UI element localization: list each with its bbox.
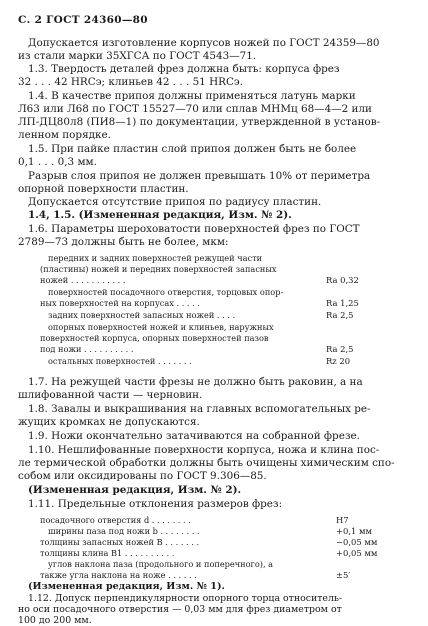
page-header: С. 2 ГОСТ 24360—80 [18, 14, 148, 26]
roughness-label: поверхностей корпуса, опорных поверхностей пазов [40, 333, 269, 343]
text-line: жущих кромках не допускаются. [18, 416, 200, 428]
roughness-label: поверхностей посадочного отверстия, торцовых опор- [48, 287, 284, 297]
amendment-note: 1.4, 1.5. (Измененная редакция, Изм. № 2). [28, 209, 292, 221]
text-line: 1.8. Завалы и выкрашивания на главных вспомогательных ре- [28, 403, 371, 415]
roughness-label: под ножи . . . . . . . . . . [40, 344, 134, 354]
text-line: шлифованной части — черновин. [18, 389, 203, 401]
roughness-label: ных поверхностей на корпусах . . . . . [40, 298, 200, 308]
deviation-label: толщины клина B1 . . . . . . . . . . [40, 548, 175, 558]
deviation-label: также угла наклона на ноже . . . . . . [40, 570, 197, 580]
text-line: Л63 или Л68 по ГОСТ 15527—70 или сплав МНМц 68—4—2 или [18, 103, 372, 115]
text-line: 1.5. При пайке пластин слой припоя должен быть не более [28, 143, 357, 155]
text-line: ле термической обработки должны быть очищены химическим спо- [18, 457, 395, 469]
text-line: Допускается отсутствие припоя по радиусу пластин. [28, 196, 322, 208]
text-line: 1.7. На режущей части фрезы не должно быть раковин, а на [28, 376, 363, 388]
amendment-note: (Измененная редакция, Изм. № 2). [28, 484, 242, 496]
amendment-note: (Измененная редакция, Изм. № 1). [28, 581, 225, 592]
text-line: из стали марки 35ХГСА по ГОСТ 4543—71. [18, 50, 257, 62]
text-line: 1.3. Твердость деталей фрез должна быть: корпуса фрез [28, 63, 340, 75]
text-line: 32 . . . 42 HRCэ; клиньев 42 . . . 51 HRCэ. [18, 76, 244, 88]
deviation-label: углов наклона паза (продольного и поперечного), а [48, 559, 274, 569]
roughness-label: передних и задних поверхностей режущей части [48, 253, 263, 263]
deviation-value: H7 [336, 515, 349, 525]
text-line: ЛП-ДЦ80л8 (ПИ8—1) по документации, утвержденной в установ- [18, 116, 381, 128]
roughness-value: Ra 0,32 [326, 275, 359, 285]
text-line: 1.6. Параметры шероховатости поверхностей фрез по ГОСТ [28, 223, 360, 235]
roughness-label: остальных поверхностей . . . . . . . [48, 356, 192, 366]
text-line: собом или оксидированы по ГОСТ 9.306—85. [18, 470, 267, 482]
deviation-value: +0,05 мм [336, 548, 378, 558]
roughness-label: ножей . . . . . . . . . . . [40, 275, 126, 285]
text-line: 1.12. Допуск перпендикулярности опорного торца относитель- [28, 593, 343, 604]
roughness-value: Rz 20 [326, 356, 351, 366]
text-line: Допускается изготовление корпусов ножей по ГОСТ 24359—80 [28, 37, 380, 49]
deviation-label: посадочного отверстия d . . . . . . . . [40, 515, 191, 525]
deviation-label: толщины запасных ножей B . . . . . . . [40, 537, 200, 547]
roughness-value: Ra 2,5 [326, 310, 354, 320]
text-line: 1.10. Нешлифованные поверхности корпуса, ножа и клина пос- [28, 444, 380, 456]
text-line: 1.11. Предельные отклонения размеров фрез: [28, 498, 283, 510]
text-line: 100 до 200 мм. [18, 615, 92, 626]
text-line: опорной поверхности пластин. [18, 183, 189, 195]
text-line: 1.9. Ножи окончательно затачиваются на собранной фрезе. [28, 430, 360, 442]
text-line: но оси посадочного отверстия — 0,03 мм для фрез диаметром от [18, 604, 342, 615]
roughness-label: задних поверхностей запасных ножей . . . . [48, 310, 236, 320]
deviation-value: −0,05 мм [336, 537, 378, 547]
deviation-label: ширины паза под ножи b . . . . . . . . [48, 526, 200, 536]
roughness-label: опорных поверхностей ножей и клиньев, наружных [48, 322, 274, 332]
deviation-value: +0,1 мм [336, 526, 373, 536]
roughness-value: Ra 1,25 [326, 298, 359, 308]
deviation-value: ±5′ [336, 570, 351, 580]
roughness-value: Ra 2,5 [326, 344, 354, 354]
text-line: 1.4. В качестве припоя должны применяться латунь марки [28, 90, 356, 102]
text-line: 2789—73 должны быть не более, мкм: [18, 236, 229, 248]
text-line: 0,1 . . . 0,3 мм. [18, 156, 97, 168]
roughness-label: (пластины) ножей и передних поверхностей запасных [40, 264, 277, 274]
text-line: ленном порядке. [18, 129, 111, 141]
text-line: Разрыв слоя припоя не должен превышать 10% от периметра [28, 170, 371, 182]
